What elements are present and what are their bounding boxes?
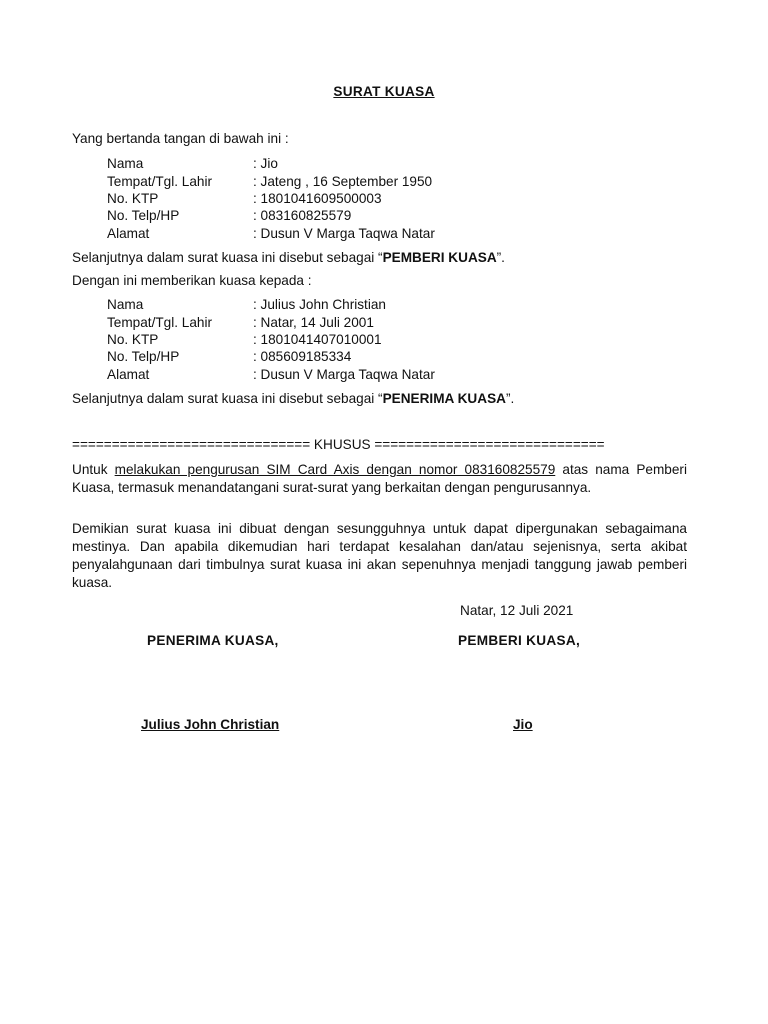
grantee-birth-value: : Natar, 14 Juli 2001 xyxy=(253,315,374,330)
giver-name: Jio xyxy=(513,717,533,732)
designation-term: PENERIMA KUASA xyxy=(382,391,506,406)
grantee-address-label: Alamat xyxy=(107,367,150,382)
receiver-title: PENERIMA KUASA, xyxy=(147,633,279,648)
grantor-address-value: : Dusun V Marga Taqwa Natar xyxy=(253,226,435,241)
closing-paragraph: Demikian surat kuasa ini dibuat dengan sesungguhnya untuk dapat dipergunakan sebagaimana mestinya. Dan apabila dikemudian hari terdapat kesalahan dan/atau sejenisnya, serta akibat penyalahgunaan dari timbulnya surat kuasa ini akan sepenuhnya menjadi tanggung jawab pemberi kuasa. xyxy=(72,521,687,590)
grantor-phone-value: : 083160825579 xyxy=(253,208,352,223)
purpose-paragraph xyxy=(72,461,687,497)
grantee-name-label: Nama xyxy=(107,297,144,312)
grantee-name-value: : Julius John Christian xyxy=(253,297,386,312)
grantee-phone-label: No. Telp/HP xyxy=(107,349,180,364)
grantor-ktp-value: : 1801041609500003 xyxy=(253,191,382,206)
purpose-underlined: melakukan pengurusan SIM Card Axis dengan nomor 083160825579 xyxy=(114,462,556,477)
grantor-phone-label: No. Telp/HP xyxy=(107,208,180,223)
grantee-birth-label: Tempat/Tgl. Lahir xyxy=(107,315,213,330)
grantee-address-value: : Dusun V Marga Taqwa Natar xyxy=(253,367,435,382)
grantee-ktp-value: : 1801041407010001 xyxy=(253,332,382,347)
grantee-ktp-label: No. KTP xyxy=(107,332,159,347)
designation-prefix: Selanjutnya dalam surat kuasa ini disebut sebagai “ xyxy=(72,250,383,265)
grantor-designation xyxy=(72,250,505,265)
grantor-birth-value: : Jateng , 16 September 1950 xyxy=(253,174,433,189)
grantor-name-value: : Jio xyxy=(253,156,278,171)
receiver-name: Julius John Christian xyxy=(141,717,280,732)
designation-prefix: Selanjutnya dalam surat kuasa ini disebut sebagai “ xyxy=(72,391,383,406)
grantee-phone-value: : 085609185334 xyxy=(253,349,352,364)
purpose-prefix: Untuk xyxy=(72,462,115,477)
designation-suffix: ”. xyxy=(496,250,505,265)
designation-suffix: ”. xyxy=(505,391,515,406)
grantor-birth-label: Tempat/Tgl. Lahir xyxy=(107,174,213,189)
purpose-suffix: atas nama Pemberi Kuasa, termasuk menandatangani surat-surat yang berkaitan dengan pengurusannya. xyxy=(72,462,687,495)
designation-term: PEMBERI KUASA xyxy=(382,250,497,265)
special-divider: ============================== KHUSUS ============================= xyxy=(72,437,605,452)
grantee-designation xyxy=(72,391,514,406)
place-date: Natar, 12 Juli 2021 xyxy=(460,603,574,618)
document-title: SURAT KUASA xyxy=(333,84,435,99)
intro-text: Yang bertanda tangan di bawah ini : xyxy=(72,131,289,146)
grantor-address-label: Alamat xyxy=(107,226,150,241)
giver-title: PEMBERI KUASA, xyxy=(458,633,581,648)
grantor-name-label: Nama xyxy=(107,156,144,171)
grantor-ktp-label: No. KTP xyxy=(107,191,159,206)
grant-intro-text: Dengan ini memberikan kuasa kepada : xyxy=(72,273,312,288)
